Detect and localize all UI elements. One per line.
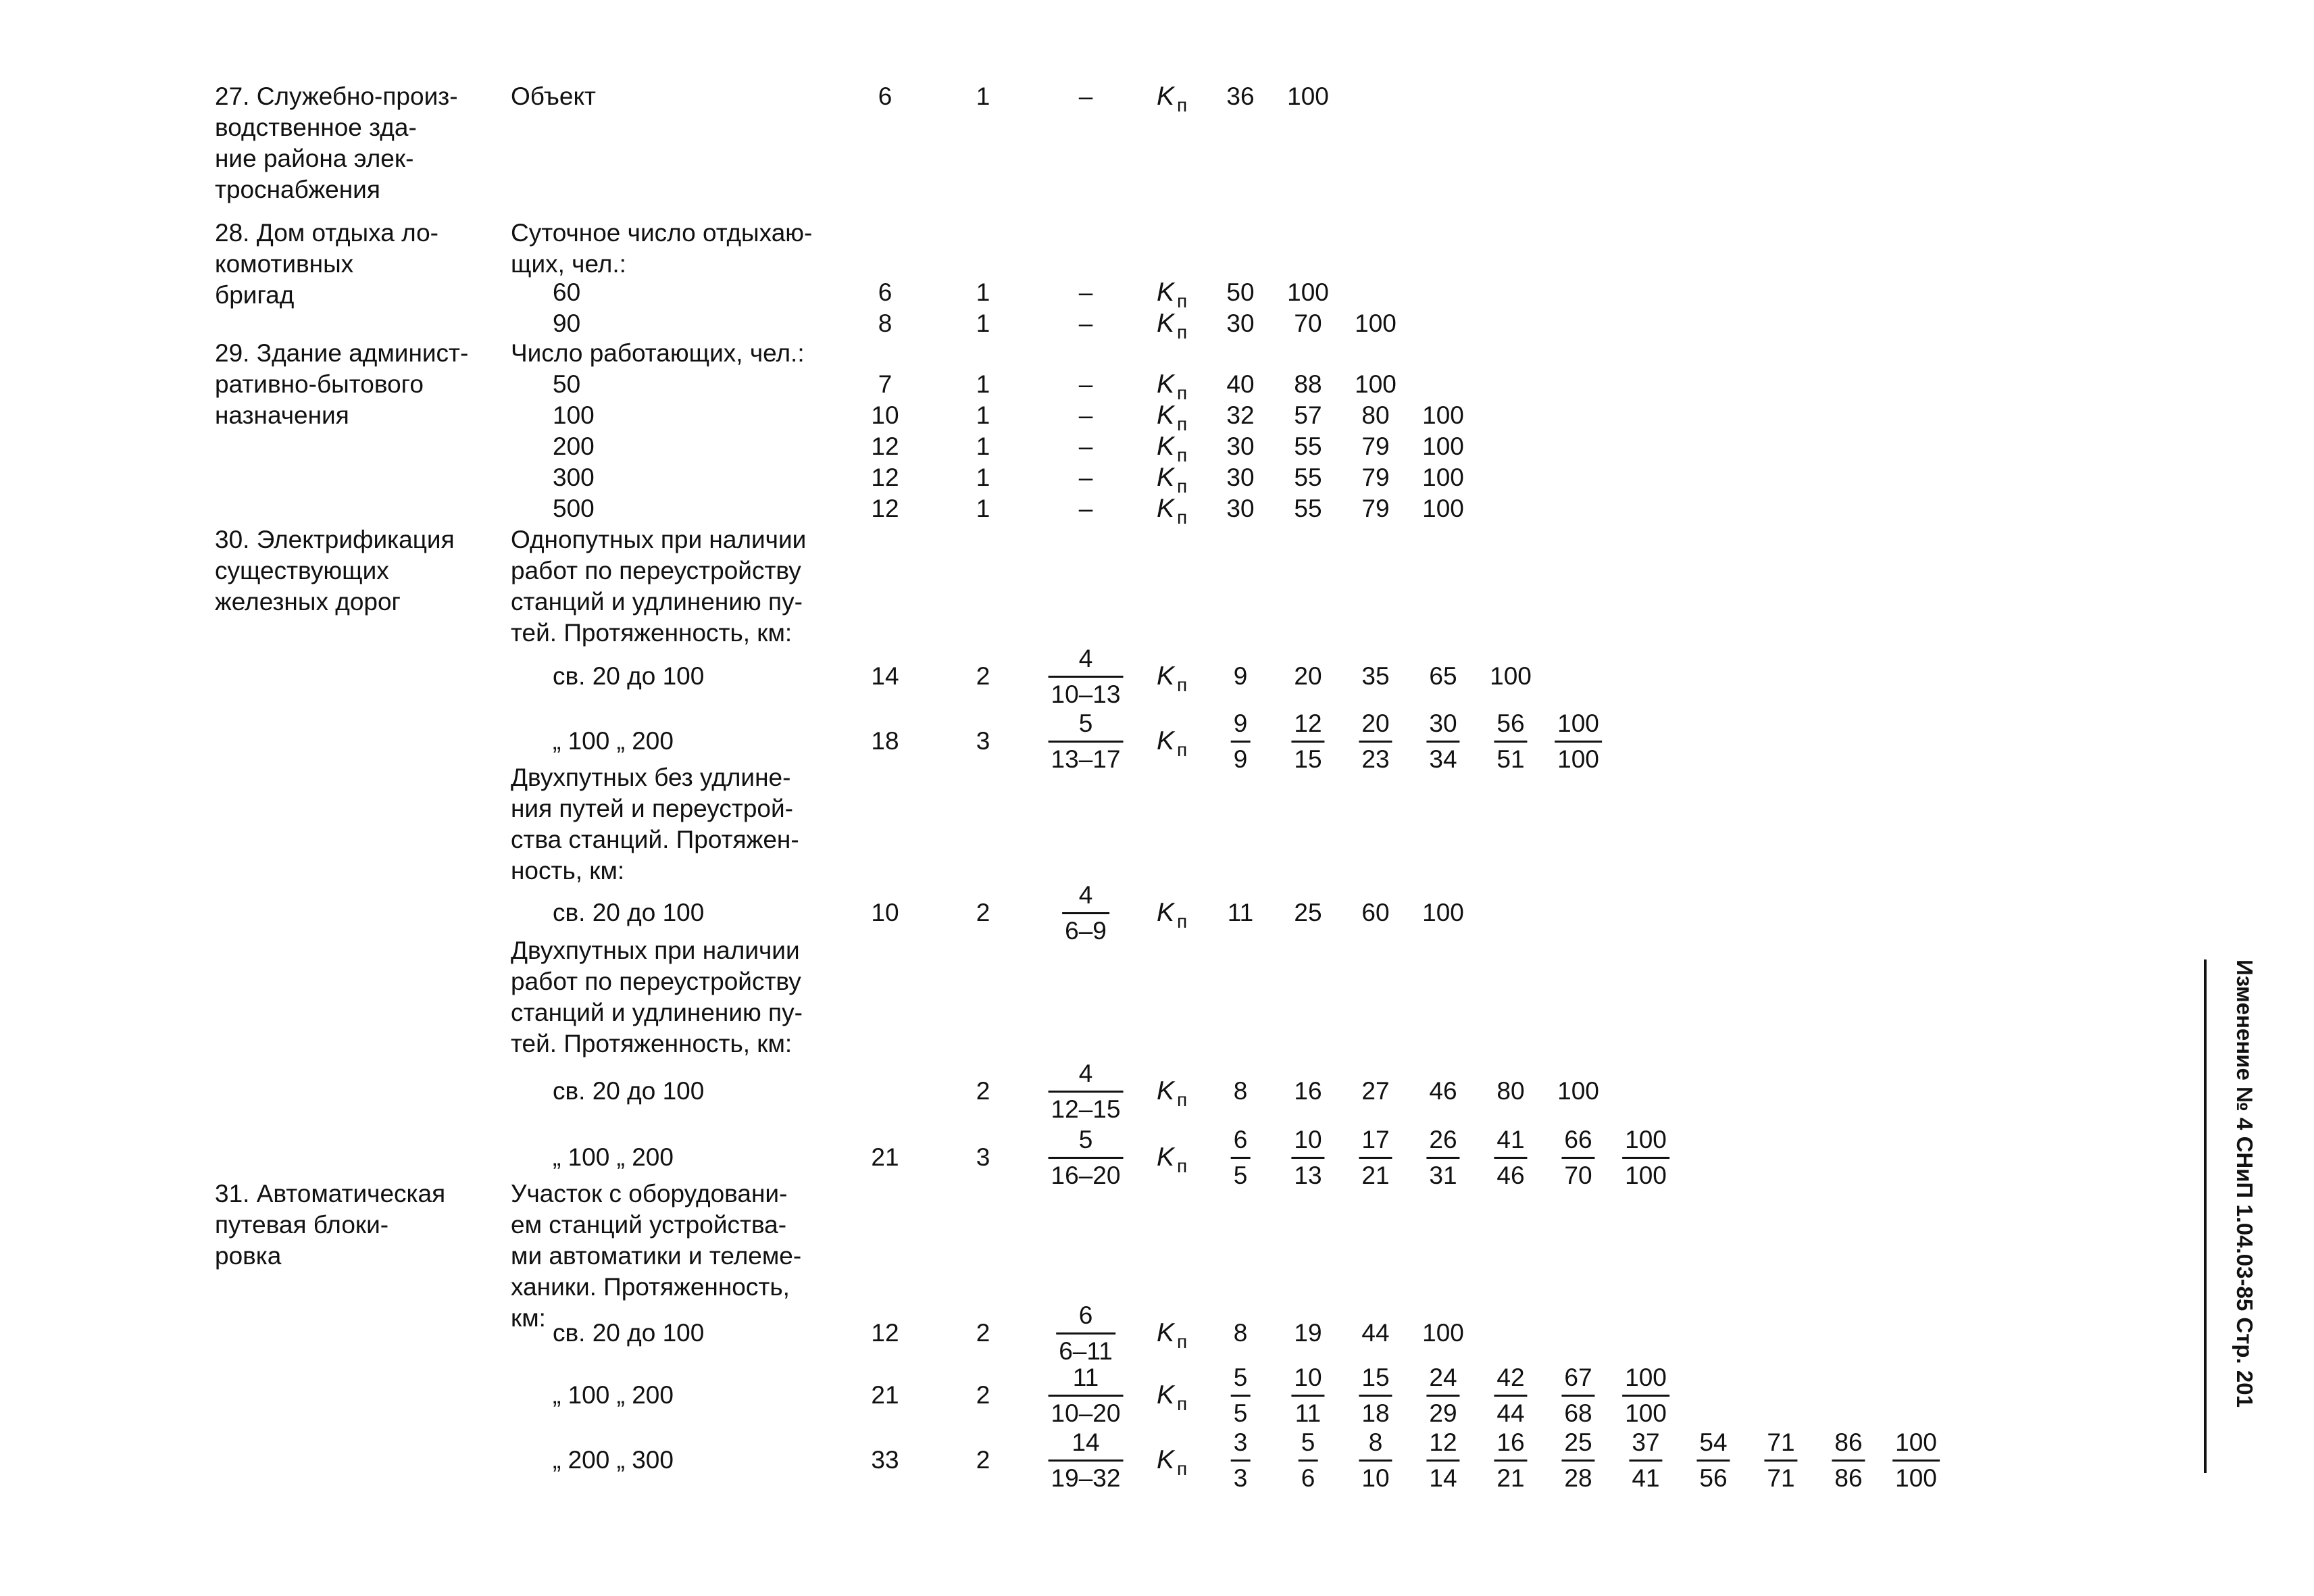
k-subscript: п xyxy=(1177,476,1188,497)
coefficient-fraction-denominator: 21 xyxy=(1496,1464,1525,1492)
coefficient-fraction xyxy=(1764,1428,1797,1493)
coefficient-fraction-numerator: 12 xyxy=(1294,709,1322,737)
coefficient-fraction-denominator: 100 xyxy=(1625,1399,1667,1427)
coefficient-value: 80 xyxy=(1361,401,1390,429)
coefficient-fraction-denominator: 34 xyxy=(1429,745,1457,773)
item-name: ние района элек- xyxy=(215,145,414,172)
coefficient-fraction-denominator: 41 xyxy=(1632,1464,1660,1492)
item-description: ность, км: xyxy=(511,857,625,884)
item-name: бригад xyxy=(215,281,295,309)
coefficient-value: 100 xyxy=(1422,432,1464,460)
coefficient-fraction-denominator: 23 xyxy=(1361,745,1390,773)
col-duration: – xyxy=(1078,309,1093,337)
row-label: св. 20 до 100 xyxy=(553,899,705,926)
coefficient-value: 27 xyxy=(1361,1077,1390,1105)
coefficient-fraction-numerator: 56 xyxy=(1496,709,1525,737)
coefficient-value: 70 xyxy=(1294,309,1322,337)
row-label: 300 xyxy=(553,464,595,491)
coefficient-value: 55 xyxy=(1294,432,1322,460)
coefficient-fraction-denominator: 9 xyxy=(1233,745,1248,773)
coefficient-fraction-numerator: 9 xyxy=(1233,709,1248,737)
coefficient-value: 55 xyxy=(1294,464,1322,491)
coefficient-fraction-numerator: 15 xyxy=(1361,1364,1390,1391)
col-duration-fraction-numerator: 11 xyxy=(1072,1364,1099,1391)
col-duration-fraction xyxy=(1049,1428,1124,1493)
k-subscript: п xyxy=(1177,1331,1188,1352)
k-symbol: K xyxy=(1157,432,1175,461)
k-symbol: K xyxy=(1157,1318,1175,1347)
coefficient-fraction xyxy=(1629,1428,1662,1493)
col-shifts: 2 xyxy=(976,1077,990,1105)
coefficient-fraction xyxy=(1622,1364,1669,1428)
k-symbol: K xyxy=(1157,401,1175,430)
coefficient-fraction-denominator: 29 xyxy=(1429,1399,1457,1427)
col-workers: 6 xyxy=(878,82,892,110)
coefficient-fraction-numerator: 42 xyxy=(1496,1364,1525,1391)
coefficient-value: 79 xyxy=(1361,432,1390,460)
coefficient-value: 100 xyxy=(1422,495,1464,522)
col-duration-fraction-denominator: 19–32 xyxy=(1051,1464,1121,1492)
coefficient-value: 50 xyxy=(1226,278,1255,306)
side-header-rule xyxy=(2204,959,2207,1473)
coefficient-value: 100 xyxy=(1355,370,1397,398)
coefficient-value: 79 xyxy=(1361,495,1390,522)
coefficient-fraction xyxy=(1494,1428,1527,1493)
col-shifts: 1 xyxy=(976,495,990,522)
row-label: св. 20 до 100 xyxy=(553,1077,705,1105)
col-duration-fraction-denominator: 13–17 xyxy=(1051,745,1121,773)
col-duration-fraction-numerator: 5 xyxy=(1078,709,1093,737)
coefficient-fraction xyxy=(1231,709,1251,774)
coefficient-fraction-numerator: 100 xyxy=(1557,709,1599,737)
item-description: Двухпутных при наличии xyxy=(511,937,800,964)
coefficient-fraction xyxy=(1494,1364,1527,1428)
coefficient-value: 16 xyxy=(1294,1077,1322,1105)
coefficient-value: 19 xyxy=(1294,1319,1322,1347)
coefficient-fraction-numerator: 12 xyxy=(1429,1428,1457,1456)
coefficient-fraction xyxy=(1561,1428,1594,1493)
k-symbol: K xyxy=(1157,726,1175,755)
item-name: существующих xyxy=(215,557,389,584)
col-shifts: 2 xyxy=(976,1446,990,1474)
coefficient-fraction xyxy=(1426,1428,1459,1493)
item-name: назначения xyxy=(215,401,349,429)
coefficient-fraction-numerator: 26 xyxy=(1429,1126,1457,1153)
col-duration: – xyxy=(1078,495,1093,522)
k-symbol: K xyxy=(1157,494,1175,523)
coefficient-fraction xyxy=(1561,1364,1594,1428)
row-label: 200 xyxy=(553,432,595,460)
coefficient-k-label xyxy=(1157,726,1187,766)
row-label: 500 xyxy=(553,495,595,522)
col-workers: 12 xyxy=(871,495,899,522)
k-symbol: K xyxy=(1157,1076,1175,1105)
col-shifts: 2 xyxy=(976,1381,990,1409)
item-description: станций и удлинению пу- xyxy=(511,999,803,1026)
coefficient-fraction-denominator: 11 xyxy=(1294,1399,1322,1427)
coefficient-value: 35 xyxy=(1361,662,1390,690)
col-duration-fraction xyxy=(1056,1301,1115,1366)
row-label: 60 xyxy=(553,278,581,306)
coefficient-k-label xyxy=(1157,1318,1187,1357)
item-name: ровка xyxy=(215,1242,282,1270)
k-subscript: п xyxy=(1177,674,1188,695)
item-description: Объект xyxy=(511,82,596,110)
coefficient-value: 100 xyxy=(1490,662,1532,690)
col-shifts: 3 xyxy=(976,1143,990,1171)
item-description: Однопутных при наличии xyxy=(511,526,807,553)
coefficient-fraction xyxy=(1555,709,1602,774)
coefficient-k-label xyxy=(1157,308,1187,348)
col-duration-fraction xyxy=(1049,1059,1124,1124)
k-subscript: п xyxy=(1177,911,1188,932)
k-symbol: K xyxy=(1157,1380,1175,1410)
item-description: ем станций устройства- xyxy=(511,1211,787,1239)
coefficient-k-label xyxy=(1157,1380,1187,1420)
col-duration-fraction-numerator: 4 xyxy=(1078,881,1093,909)
k-subscript: п xyxy=(1177,739,1188,760)
col-duration-fraction-denominator: 12–15 xyxy=(1051,1095,1121,1123)
item-description: км: xyxy=(511,1304,546,1332)
item-description: ханики. Протяженность, xyxy=(511,1273,790,1301)
coefficient-fraction-denominator: 14 xyxy=(1429,1464,1457,1492)
col-duration-fraction xyxy=(1062,881,1109,945)
col-workers: 6 xyxy=(878,278,892,306)
k-symbol: K xyxy=(1157,278,1175,307)
row-label: 90 xyxy=(553,309,581,337)
k-subscript: п xyxy=(1177,1089,1188,1110)
coefficient-fraction-denominator: 3 xyxy=(1233,1464,1248,1492)
coefficient-fraction-numerator: 54 xyxy=(1699,1428,1728,1456)
k-symbol: K xyxy=(1157,1445,1175,1474)
coefficient-fraction-numerator: 3 xyxy=(1233,1428,1248,1456)
coefficient-fraction xyxy=(1231,1126,1251,1190)
row-label: „ 100 „ 200 xyxy=(553,727,674,755)
k-symbol: K xyxy=(1157,1143,1175,1172)
coefficient-fraction-denominator: 70 xyxy=(1564,1162,1592,1189)
k-subscript: п xyxy=(1177,1393,1188,1414)
k-subscript: п xyxy=(1177,445,1188,466)
item-description: ми автоматики и телеме- xyxy=(511,1242,802,1270)
coefficient-fraction-numerator: 20 xyxy=(1361,709,1390,737)
item-description: тей. Протяженность, км: xyxy=(511,1030,793,1057)
coefficient-fraction-denominator: 5 xyxy=(1233,1399,1248,1427)
coefficient-value: 80 xyxy=(1496,1077,1525,1105)
col-workers: 21 xyxy=(871,1381,899,1409)
col-workers: 33 xyxy=(871,1446,899,1474)
col-duration: – xyxy=(1078,82,1093,110)
k-subscript: п xyxy=(1177,1458,1188,1479)
item-name: 31. Автоматическая xyxy=(215,1180,446,1207)
item-description: тей. Протяженность, км: xyxy=(511,619,793,647)
coefficient-value: 36 xyxy=(1226,82,1255,110)
coefficient-fraction xyxy=(1359,1364,1392,1428)
coefficient-fraction-numerator: 41 xyxy=(1496,1126,1525,1153)
coefficient-value: 8 xyxy=(1233,1077,1248,1105)
col-workers: 8 xyxy=(878,309,892,337)
col-workers: 12 xyxy=(871,432,899,460)
coefficient-fraction xyxy=(1426,709,1459,774)
col-duration: – xyxy=(1078,401,1093,429)
k-symbol: K xyxy=(1157,898,1175,927)
coefficient-fraction-numerator: 30 xyxy=(1429,709,1457,737)
coefficient-fraction-denominator: 10 xyxy=(1361,1464,1390,1492)
item-name: железных дорог xyxy=(215,588,401,616)
coefficient-value: 25 xyxy=(1294,899,1322,926)
coefficient-fraction-denominator: 31 xyxy=(1429,1162,1457,1189)
coefficient-fraction xyxy=(1299,1428,1318,1493)
item-name: водственное зда- xyxy=(215,114,417,141)
coefficient-k-label xyxy=(1157,1445,1187,1485)
coefficient-fraction-numerator: 25 xyxy=(1564,1428,1592,1456)
coefficient-fraction-denominator: 100 xyxy=(1625,1162,1667,1189)
col-duration-fraction-denominator: 10–20 xyxy=(1051,1399,1121,1427)
coefficient-fraction xyxy=(1622,1126,1669,1190)
coefficient-fraction xyxy=(1291,1364,1324,1428)
col-shifts: 1 xyxy=(976,432,990,460)
coefficient-fraction-denominator: 100 xyxy=(1557,745,1599,773)
item-description: ства станций. Протяжен- xyxy=(511,826,799,853)
col-workers: 10 xyxy=(871,899,899,926)
coefficient-fraction-numerator: 37 xyxy=(1632,1428,1660,1456)
k-symbol: K xyxy=(1157,309,1175,338)
coefficient-value: 100 xyxy=(1355,309,1397,337)
coefficient-fraction-numerator: 16 xyxy=(1496,1428,1525,1456)
col-duration: – xyxy=(1078,370,1093,398)
k-subscript: п xyxy=(1177,322,1188,343)
coefficient-fraction xyxy=(1696,1428,1730,1493)
col-workers: 7 xyxy=(878,370,892,398)
coefficient-k-label xyxy=(1157,1076,1187,1116)
col-workers: 12 xyxy=(871,464,899,491)
coefficient-fraction-numerator: 10 xyxy=(1294,1126,1322,1153)
col-workers: 21 xyxy=(871,1143,899,1171)
coefficient-fraction-denominator: 28 xyxy=(1564,1464,1592,1492)
coefficient-value: 55 xyxy=(1294,495,1322,522)
col-workers: 18 xyxy=(871,727,899,755)
coefficient-value: 65 xyxy=(1429,662,1457,690)
col-duration-fraction-numerator: 5 xyxy=(1078,1126,1093,1153)
coefficient-fraction-numerator: 100 xyxy=(1895,1428,1937,1456)
coefficient-fraction-denominator: 15 xyxy=(1294,745,1322,773)
item-name: троснабжения xyxy=(215,176,380,203)
coefficient-value: 100 xyxy=(1422,401,1464,429)
coefficient-k-label xyxy=(1157,81,1187,121)
coefficient-k-label xyxy=(1157,493,1187,533)
coefficient-fraction xyxy=(1291,709,1324,774)
row-label: „ 100 „ 200 xyxy=(553,1143,674,1171)
col-duration-fraction xyxy=(1049,1126,1124,1190)
coefficient-fraction xyxy=(1561,1126,1594,1190)
coefficient-value: 40 xyxy=(1226,370,1255,398)
coefficient-fraction-numerator: 5 xyxy=(1233,1364,1248,1391)
coefficient-fraction-numerator: 66 xyxy=(1564,1126,1592,1153)
coefficient-value: 32 xyxy=(1226,401,1255,429)
item-description: щих, чел.: xyxy=(511,250,626,278)
coefficient-fraction-numerator: 17 xyxy=(1361,1126,1390,1153)
col-shifts: 2 xyxy=(976,899,990,926)
col-shifts: 2 xyxy=(976,1319,990,1347)
row-label: 50 xyxy=(553,370,581,398)
coefficient-fraction-denominator: 21 xyxy=(1361,1162,1390,1189)
coefficient-k-label xyxy=(1157,897,1187,937)
coefficient-fraction xyxy=(1359,709,1392,774)
row-label: „ 100 „ 200 xyxy=(553,1381,674,1409)
k-symbol: K xyxy=(1157,370,1175,399)
coefficient-value: 30 xyxy=(1226,432,1255,460)
coefficient-fraction-denominator: 56 xyxy=(1699,1464,1728,1492)
coefficient-fraction-numerator: 24 xyxy=(1429,1364,1457,1391)
coefficient-fraction-denominator: 46 xyxy=(1496,1162,1525,1189)
coefficient-value: 46 xyxy=(1429,1077,1457,1105)
coefficient-fraction xyxy=(1832,1428,1865,1493)
coefficient-fraction xyxy=(1494,1126,1527,1190)
row-label: св. 20 до 100 xyxy=(553,662,705,690)
coefficient-fraction-numerator: 8 xyxy=(1368,1428,1383,1456)
item-description: Число работающих, чел.: xyxy=(511,339,805,367)
coefficient-fraction xyxy=(1892,1428,1940,1493)
item-description: Суточное число отдыхаю- xyxy=(511,219,813,247)
k-subscript: п xyxy=(1177,1155,1188,1176)
coefficient-value: 100 xyxy=(1557,1077,1599,1105)
item-description: Участок с оборудовани- xyxy=(511,1180,788,1207)
col-shifts: 2 xyxy=(976,662,990,690)
col-workers: 14 xyxy=(871,662,899,690)
coefficient-fraction-denominator: 86 xyxy=(1834,1464,1863,1492)
coefficient-value: 9 xyxy=(1233,662,1248,690)
coefficient-k-label xyxy=(1157,661,1187,701)
coefficient-fraction-denominator: 5 xyxy=(1233,1162,1248,1189)
coefficient-fraction xyxy=(1426,1364,1459,1428)
item-name: 28. Дом отдыха ло- xyxy=(215,219,438,247)
coefficient-fraction xyxy=(1231,1428,1251,1493)
coefficient-fraction-numerator: 100 xyxy=(1625,1364,1667,1391)
coefficient-k-label xyxy=(1157,1142,1187,1182)
coefficient-fraction-numerator: 67 xyxy=(1564,1364,1592,1391)
k-symbol: K xyxy=(1157,662,1175,691)
col-duration: – xyxy=(1078,464,1093,491)
coefficient-value: 79 xyxy=(1361,464,1390,491)
coefficient-value: 100 xyxy=(1287,82,1329,110)
k-subscript: п xyxy=(1177,382,1188,403)
k-symbol: K xyxy=(1157,463,1175,492)
coefficient-value: 100 xyxy=(1422,899,1464,926)
coefficient-value: 20 xyxy=(1294,662,1322,690)
k-symbol: K xyxy=(1157,82,1175,111)
row-label: 100 xyxy=(553,401,595,429)
coefficient-fraction-denominator: 6 xyxy=(1301,1464,1315,1492)
col-shifts: 1 xyxy=(976,401,990,429)
coefficient-fraction-denominator: 71 xyxy=(1767,1464,1795,1492)
col-duration-fraction-numerator: 4 xyxy=(1078,645,1093,672)
coefficient-value: 11 xyxy=(1227,899,1254,926)
col-duration: – xyxy=(1078,278,1093,306)
row-label: „ 200 „ 300 xyxy=(553,1446,674,1474)
item-name: 27. Служебно-произ- xyxy=(215,82,458,110)
k-subscript: п xyxy=(1177,507,1188,528)
col-duration-fraction xyxy=(1049,1364,1124,1428)
col-duration-fraction-denominator: 10–13 xyxy=(1051,680,1121,708)
item-name: 30. Электрификация xyxy=(215,526,455,553)
col-shifts: 1 xyxy=(976,464,990,491)
k-subscript: п xyxy=(1177,414,1188,434)
coefficient-value: 100 xyxy=(1422,1319,1464,1347)
coefficient-fraction xyxy=(1359,1126,1392,1190)
coefficient-fraction-denominator: 68 xyxy=(1564,1399,1592,1427)
col-duration-fraction xyxy=(1049,709,1124,774)
col-workers: 10 xyxy=(871,401,899,429)
col-duration-fraction-numerator: 6 xyxy=(1078,1301,1093,1329)
item-name: 29. Здание админист- xyxy=(215,339,469,367)
coefficient-fraction-denominator: 100 xyxy=(1895,1464,1937,1492)
col-duration-fraction-denominator: 6–9 xyxy=(1065,917,1107,945)
coefficient-fraction-numerator: 10 xyxy=(1294,1364,1322,1391)
side-header-text: Изменение № 4 СНиП 1.04.03-85 Стр. 201 xyxy=(2232,959,2257,1407)
coefficient-fraction-numerator: 100 xyxy=(1625,1126,1667,1153)
page-side-header xyxy=(2204,959,2278,1487)
coefficient-fraction-numerator: 71 xyxy=(1767,1428,1795,1456)
col-duration: – xyxy=(1078,432,1093,460)
col-duration-fraction-numerator: 14 xyxy=(1072,1428,1100,1456)
item-name: ративно-бытового xyxy=(215,370,424,398)
col-duration-fraction xyxy=(1049,645,1124,709)
coefficient-value: 44 xyxy=(1361,1319,1390,1347)
item-description: работ по переустройству xyxy=(511,968,801,995)
coefficient-value: 30 xyxy=(1226,464,1255,491)
coefficient-fraction xyxy=(1426,1126,1459,1190)
coefficient-value: 57 xyxy=(1294,401,1322,429)
item-description: работ по переустройству xyxy=(511,557,801,584)
col-duration-fraction-denominator: 16–20 xyxy=(1051,1162,1121,1189)
coefficient-value: 100 xyxy=(1422,464,1464,491)
row-label: св. 20 до 100 xyxy=(553,1319,705,1347)
col-workers: 12 xyxy=(871,1319,899,1347)
coefficient-value: 30 xyxy=(1226,495,1255,522)
item-name: путевая блоки- xyxy=(215,1211,389,1239)
coefficient-value: 30 xyxy=(1226,309,1255,337)
k-subscript: п xyxy=(1177,291,1188,311)
col-duration-fraction-denominator: 6–11 xyxy=(1059,1337,1113,1365)
coefficient-fraction xyxy=(1359,1428,1392,1493)
col-shifts: 1 xyxy=(976,309,990,337)
col-shifts: 1 xyxy=(976,82,990,110)
col-duration-fraction-numerator: 4 xyxy=(1078,1059,1093,1087)
coefficient-value: 60 xyxy=(1361,899,1390,926)
coefficient-value: 88 xyxy=(1294,370,1322,398)
k-subscript: п xyxy=(1177,95,1188,116)
item-name: комотивных xyxy=(215,250,354,278)
coefficient-fraction-numerator: 86 xyxy=(1834,1428,1863,1456)
coefficient-fraction-denominator: 51 xyxy=(1496,745,1525,773)
item-description: станций и удлинению пу- xyxy=(511,588,803,616)
coefficient-fraction-denominator: 13 xyxy=(1294,1162,1322,1189)
coefficient-value: 8 xyxy=(1233,1319,1248,1347)
item-description: ния путей и переустрой- xyxy=(511,795,793,822)
coefficient-fraction xyxy=(1231,1364,1251,1428)
col-shifts: 1 xyxy=(976,278,990,306)
coefficient-fraction-denominator: 44 xyxy=(1496,1399,1525,1427)
coefficient-fraction xyxy=(1494,709,1527,774)
coefficient-fraction-numerator: 5 xyxy=(1301,1428,1315,1456)
coefficient-value: 100 xyxy=(1287,278,1329,306)
item-description: Двухпутных без удлине- xyxy=(511,764,791,791)
coefficient-fraction xyxy=(1291,1126,1324,1190)
col-shifts: 1 xyxy=(976,370,990,398)
coefficient-fraction-denominator: 18 xyxy=(1361,1399,1390,1427)
col-shifts: 3 xyxy=(976,727,990,755)
coefficient-fraction-numerator: 6 xyxy=(1233,1126,1248,1153)
